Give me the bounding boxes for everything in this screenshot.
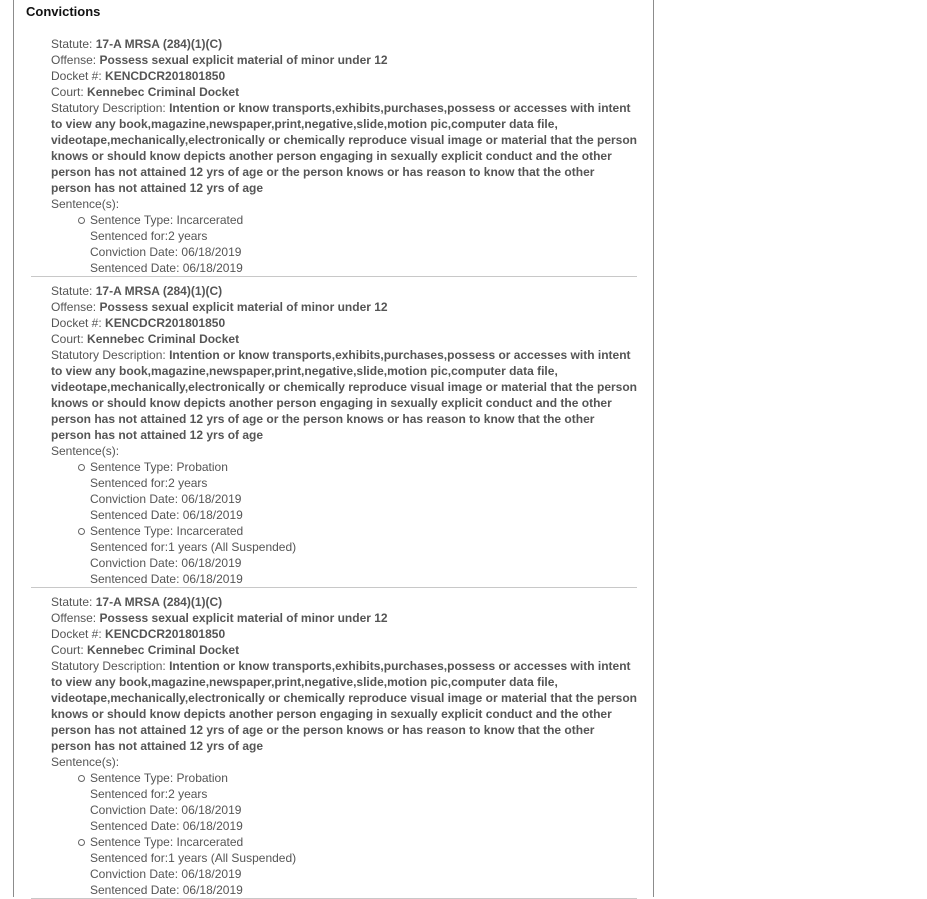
sentence-item — [90, 770, 637, 834]
sentenced-for-value: 2 years — [168, 476, 208, 490]
statute-value: 17-A MRSA (284)(1)(C) — [95, 37, 223, 51]
sentenced-for-label: Sentenced for: — [90, 229, 169, 243]
sentenced-date-label: Sentenced Date: — [90, 819, 180, 833]
conviction-date-value: 06/18/2019 — [181, 803, 242, 817]
description-line — [51, 100, 637, 196]
sentence-type-line — [90, 770, 637, 786]
description-line — [51, 658, 637, 754]
conviction-date-line — [90, 555, 637, 571]
docket-line — [51, 315, 637, 331]
conviction-date-value: 06/18/2019 — [181, 492, 242, 506]
sentence-type-line — [90, 834, 637, 850]
sentence-list — [51, 459, 637, 587]
sentenced-date-label: Sentenced Date: — [90, 508, 180, 522]
circle-bullet-icon — [78, 217, 85, 224]
circle-bullet-icon — [78, 528, 85, 535]
sentence-type-label: Sentence Type: — [90, 213, 174, 227]
offense-label: Offense: — [51, 53, 97, 67]
statute-value: 17-A MRSA (284)(1)(C) — [95, 284, 223, 298]
sentence-list — [51, 212, 637, 276]
court-value: Kennebec Criminal Docket — [87, 85, 240, 99]
conviction-date-label: Conviction Date: — [90, 492, 179, 506]
circle-bullet-icon — [78, 839, 85, 846]
statute-label: Statute: — [51, 37, 93, 51]
circle-bullet-icon — [78, 464, 85, 471]
sentenced-for-line — [90, 850, 637, 866]
docket-line — [51, 68, 637, 84]
sentenced-date-value: 06/18/2019 — [182, 261, 243, 275]
court-label: Court: — [51, 332, 84, 346]
docket-label: Docket #: — [51, 69, 102, 83]
sentenced-date-line — [90, 571, 637, 587]
statute-line — [51, 283, 637, 299]
sentenced-date-value: 06/18/2019 — [182, 819, 243, 833]
docket-value: KENCDCR201801850 — [105, 69, 226, 83]
sentence-type-value: Probation — [176, 460, 228, 474]
sentence-type-line — [90, 523, 637, 539]
description-line — [51, 347, 637, 443]
conviction-date-label: Conviction Date: — [90, 245, 179, 259]
sentences-label: Sentence(s): — [51, 444, 120, 458]
sentenced-date-value: 06/18/2019 — [182, 572, 243, 586]
sentenced-date-value: 06/18/2019 — [182, 508, 243, 522]
sentenced-date-line — [90, 882, 637, 898]
court-line — [51, 331, 637, 347]
description-label: Statutory Description: — [51, 348, 166, 362]
sentence-item — [90, 459, 637, 523]
statute-line — [51, 594, 637, 610]
sentenced-for-label: Sentenced for: — [90, 540, 169, 554]
sentence-type-line — [90, 459, 637, 475]
statute-label: Statute: — [51, 284, 93, 298]
conviction-date-value: 06/18/2019 — [181, 556, 242, 570]
conviction-date-label: Conviction Date: — [90, 803, 179, 817]
conviction-date-label: Conviction Date: — [90, 867, 179, 881]
court-value: Kennebec Criminal Docket — [87, 332, 240, 346]
court-value: Kennebec Criminal Docket — [87, 643, 240, 657]
sentence-item — [90, 523, 637, 587]
offense-line — [51, 610, 637, 626]
offense-label: Offense: — [51, 300, 97, 314]
conviction-record — [31, 277, 637, 588]
sentenced-for-value: 1 years (All Suspended) — [168, 851, 297, 865]
conviction-date-line — [90, 244, 637, 260]
sentenced-date-line — [90, 818, 637, 834]
sentences-label: Sentence(s): — [51, 197, 120, 211]
sentence-type-label: Sentence Type: — [90, 524, 174, 538]
sentenced-date-line — [90, 507, 637, 523]
docket-value: KENCDCR201801850 — [105, 627, 226, 641]
sentenced-for-label: Sentenced for: — [90, 476, 169, 490]
offense-value: Possess sexual explicit material of minor under 12 — [99, 53, 388, 67]
sentence-type-label: Sentence Type: — [90, 835, 174, 849]
sentenced-date-label: Sentenced Date: — [90, 261, 180, 275]
conviction-record — [31, 36, 637, 277]
docket-label: Docket #: — [51, 627, 102, 641]
offense-line — [51, 299, 637, 315]
sentence-type-value: Incarcerated — [176, 213, 244, 227]
docket-label: Docket #: — [51, 316, 102, 330]
convictions-panel — [13, 0, 654, 897]
statute-line — [51, 36, 637, 52]
sentenced-date-label: Sentenced Date: — [90, 572, 180, 586]
court-line — [51, 84, 637, 100]
offense-line — [51, 52, 637, 68]
sentence-type-value: Incarcerated — [176, 835, 244, 849]
sentence-type-value: Incarcerated — [176, 524, 244, 538]
conviction-date-label: Conviction Date: — [90, 556, 179, 570]
sentenced-for-label: Sentenced for: — [90, 787, 169, 801]
description-value: Intention or know transports,exhibits,purchases,possess or accesses with intent to view any book,magazine,newspaper,print,negative,slide,motion pic,computer data file, videotape,mechanically,electronically or chemically reproduce visual image or material that the person knows or should know depicts another person engaging in sexually explicit conduct and the other person has not attained 12 yrs of age or the person knows or has reason to know that the other person has not attained 12 yrs of age — [51, 348, 637, 442]
sentence-list — [51, 770, 637, 898]
conviction-date-line — [90, 802, 637, 818]
sentence-type-line — [90, 212, 637, 228]
docket-value: KENCDCR201801850 — [105, 316, 226, 330]
sentenced-date-value: 06/18/2019 — [182, 883, 243, 897]
sentenced-for-line — [90, 228, 637, 244]
offense-label: Offense: — [51, 611, 97, 625]
conviction-record — [31, 588, 637, 899]
description-value: Intention or know transports,exhibits,purchases,possess or accesses with intent to view any book,magazine,newspaper,print,negative,slide,motion pic,computer data file, videotape,mechanically,electronically or chemically reproduce visual image or material that the person knows or should know depicts another person engaging in sexually explicit conduct and the other person has not attained 12 yrs of age or the person knows or has reason to know that the other person has not attained 12 yrs of age — [51, 659, 637, 753]
offense-value: Possess sexual explicit material of minor under 12 — [99, 611, 388, 625]
court-line — [51, 642, 637, 658]
court-label: Court: — [51, 643, 84, 657]
convictions-list — [31, 36, 637, 899]
description-label: Statutory Description: — [51, 101, 166, 115]
statute-label: Statute: — [51, 595, 93, 609]
sentenced-date-line — [90, 260, 637, 276]
sentence-item — [90, 834, 637, 898]
sentenced-for-value: 2 years — [168, 787, 208, 801]
statute-value: 17-A MRSA (284)(1)(C) — [95, 595, 223, 609]
offense-value: Possess sexual explicit material of minor under 12 — [99, 300, 388, 314]
section-title: Convictions — [26, 4, 101, 19]
conviction-date-value: 06/18/2019 — [181, 867, 242, 881]
sentences-label: Sentence(s): — [51, 755, 120, 769]
sentenced-for-line — [90, 786, 637, 802]
sentenced-for-line — [90, 475, 637, 491]
description-value: Intention or know transports,exhibits,purchases,possess or accesses with intent to view any book,magazine,newspaper,print,negative,slide,motion pic,computer data file, videotape,mechanically,electronically or chemically reproduce visual image or material that the person knows or should know depicts another person engaging in sexually explicit conduct and the other person has not attained 12 yrs of age or the person knows or has reason to know that the other person has not attained 12 yrs of age — [51, 101, 637, 195]
sentenced-date-label: Sentenced Date: — [90, 883, 180, 897]
sentence-type-label: Sentence Type: — [90, 460, 174, 474]
sentence-type-value: Probation — [176, 771, 228, 785]
conviction-date-value: 06/18/2019 — [181, 245, 242, 259]
sentence-item — [90, 212, 637, 276]
description-label: Statutory Description: — [51, 659, 166, 673]
sentenced-for-label: Sentenced for: — [90, 851, 169, 865]
conviction-date-line — [90, 866, 637, 882]
conviction-date-line — [90, 491, 637, 507]
sentenced-for-line — [90, 539, 637, 555]
court-label: Court: — [51, 85, 84, 99]
sentenced-for-value: 2 years — [168, 229, 208, 243]
sentenced-for-value: 1 years (All Suspended) — [168, 540, 297, 554]
sentence-type-label: Sentence Type: — [90, 771, 174, 785]
circle-bullet-icon — [78, 775, 85, 782]
docket-line — [51, 626, 637, 642]
